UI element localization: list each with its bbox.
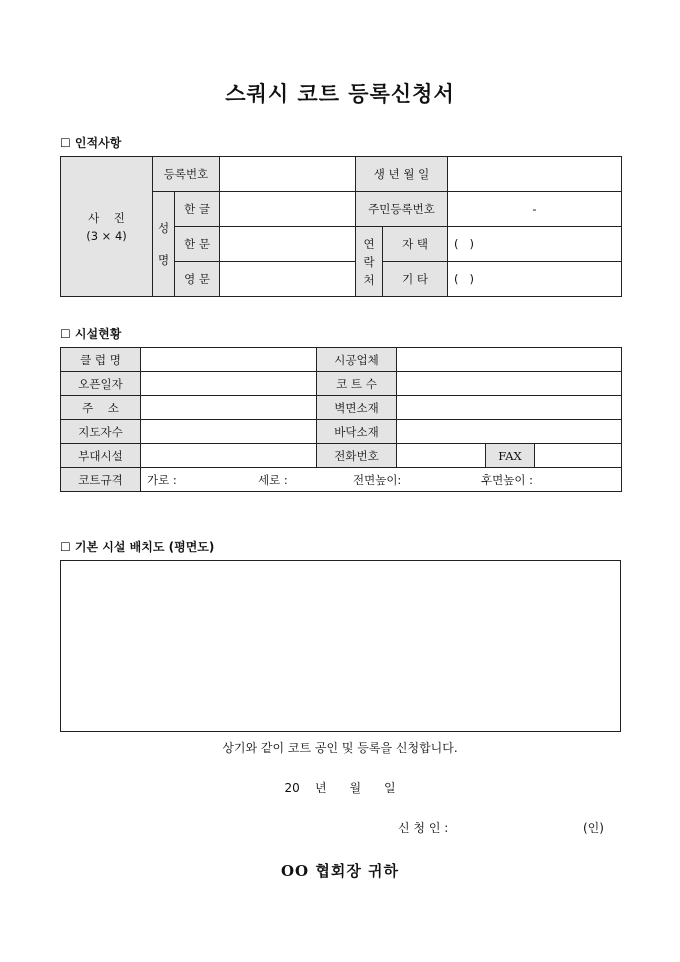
- court-length-label: 세로 :: [258, 473, 288, 487]
- home-phone-field[interactable]: ( ): [448, 227, 622, 262]
- phone-field[interactable]: [397, 444, 486, 468]
- open-date-field[interactable]: [141, 372, 317, 396]
- reg-no-label: 등록번호: [153, 157, 220, 192]
- court-width-label: 가로 :: [147, 473, 177, 487]
- date-line: 20 년 월 일: [284, 781, 396, 795]
- contact-label-2: 락: [363, 254, 375, 269]
- instructors-label: 지도자수: [61, 420, 141, 444]
- court-spec-field[interactable]: [141, 468, 622, 492]
- front-height-label: 전면높이:: [353, 473, 402, 487]
- fax-field[interactable]: [535, 444, 622, 468]
- contact-label-3: 처: [363, 272, 375, 287]
- wall-material-field[interactable]: [397, 396, 622, 420]
- address-field[interactable]: [141, 396, 317, 420]
- other-phone-label: 기 타: [383, 262, 448, 297]
- layout-drawing-area[interactable]: [60, 560, 621, 732]
- contact-label-1: 연: [363, 236, 375, 251]
- applicant-label: 신 청 인 :: [398, 821, 449, 835]
- name-label-bottom: 명: [157, 253, 170, 267]
- floor-material-label: 바닥소재: [317, 420, 397, 444]
- name-label: [153, 192, 175, 297]
- contractor-label: 시공업체: [317, 348, 397, 372]
- statement-text: 상기와 같이 코트 공인 및 등록을 신청합니다.: [222, 741, 458, 755]
- document-title: 스쿼시 코트 등록신청서: [225, 81, 455, 106]
- court-spec-label: 코트규격: [61, 468, 141, 492]
- photo-size: (3 × 4): [86, 228, 127, 243]
- addressee: OO 협회장 귀하: [280, 862, 400, 880]
- section-layout-heading: ☐ 기본 시설 배치도 (평면도): [60, 540, 215, 554]
- name-label-top: 성: [157, 221, 170, 235]
- hangul-name-field[interactable]: [220, 192, 356, 227]
- birth-label: 생 년 월 일: [356, 157, 448, 192]
- fax-label: FAX: [486, 444, 535, 468]
- facility-table: [60, 347, 622, 492]
- phone-label: 전화번호: [317, 444, 397, 468]
- open-date-label: 오픈일자: [61, 372, 141, 396]
- personal-info-table: [60, 156, 622, 297]
- section-facility-heading: ☐ 시설현황: [60, 327, 122, 341]
- court-count-field[interactable]: [397, 372, 622, 396]
- wall-material-label: 벽면소재: [317, 396, 397, 420]
- other-phone-field[interactable]: ( ): [448, 262, 622, 297]
- instructors-field[interactable]: [141, 420, 317, 444]
- rear-height-label: 후면높이 :: [481, 473, 533, 487]
- amenities-label: 부대시설: [61, 444, 141, 468]
- floor-material-field[interactable]: [397, 420, 622, 444]
- hanmun-label: 한 문: [175, 227, 220, 262]
- reg-no-field[interactable]: [220, 157, 356, 192]
- hanmun-name-field[interactable]: [220, 227, 356, 262]
- contractor-field[interactable]: [397, 348, 622, 372]
- english-label: 영 문: [175, 262, 220, 297]
- club-name-label: 클 럽 명: [61, 348, 141, 372]
- section-personal-heading: ☐ 인적사항: [60, 136, 122, 150]
- address-label: 주 소: [61, 396, 141, 420]
- club-name-field[interactable]: [141, 348, 317, 372]
- english-name-field[interactable]: [220, 262, 356, 297]
- contact-label: [356, 227, 383, 297]
- resident-no-label: 주민등록번호: [356, 192, 448, 227]
- seal-mark: (인): [583, 821, 604, 835]
- birth-field[interactable]: [448, 157, 622, 192]
- amenities-field[interactable]: [141, 444, 317, 468]
- home-phone-label: 자 택: [383, 227, 448, 262]
- photo-area: [61, 157, 153, 297]
- photo-label: 사 진: [88, 210, 125, 225]
- court-count-label: 코 트 수: [317, 372, 397, 396]
- hangul-label: 한 글: [175, 192, 220, 227]
- resident-no-field[interactable]: -: [448, 192, 622, 227]
